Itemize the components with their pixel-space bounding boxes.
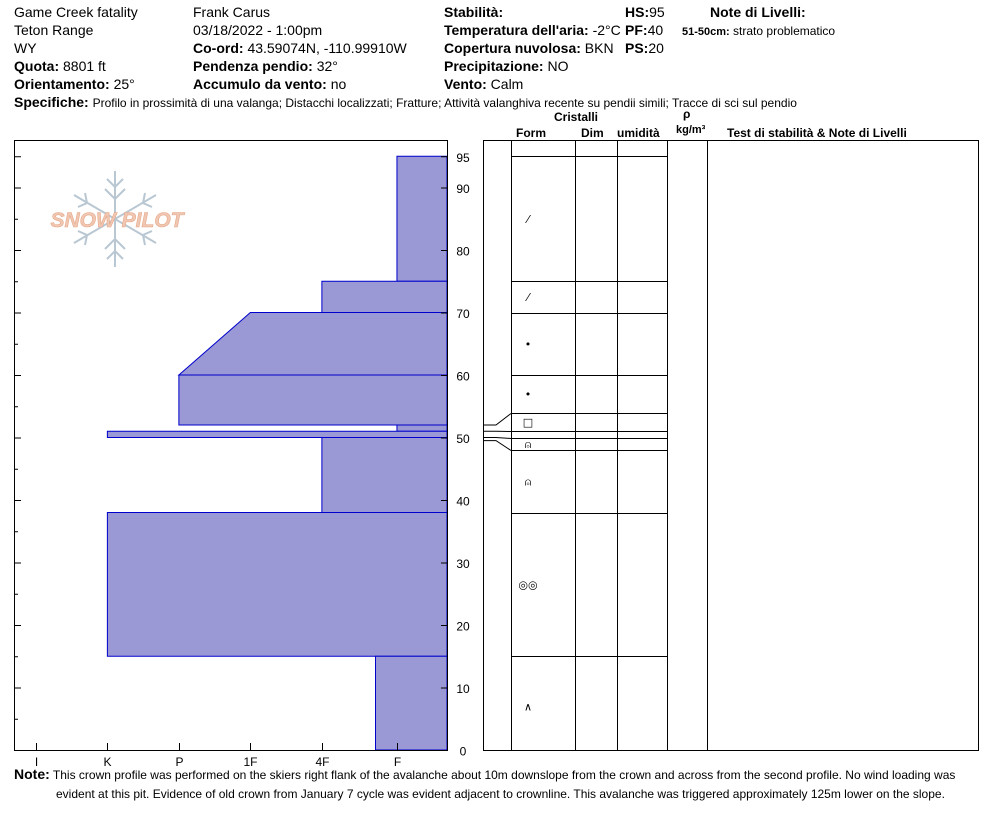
y-tick-label-70: 70 xyxy=(456,307,470,321)
crystal-form-0: ⁄ xyxy=(527,212,529,226)
col-tests: Test di stabilità & Note di Livelli xyxy=(727,126,907,140)
note-continued: evident at this pit. Evidence of old crown from January 7 cycle was evident adjacent to crownline. This avalanche was triggered approximately 125m lower on the slope. xyxy=(56,787,945,801)
ps-label: PS: xyxy=(625,40,649,56)
datetime: 03/18/2022 - 1:00pm xyxy=(193,22,323,38)
y-tick-label-80: 80 xyxy=(456,244,470,259)
hardness-layer-6 xyxy=(322,438,447,513)
wind-value: Calm xyxy=(490,76,524,92)
y-tick-label-10: 10 xyxy=(456,682,470,696)
note-line1: This crown profile was performed on the skiers right flank of the avalanche about 10m downslope from the crown and across from the second profile. No wind loading was xyxy=(52,768,956,782)
y-tick-label-95: 95 xyxy=(456,150,470,165)
pf-value: 40 xyxy=(647,22,664,38)
hardness-layer-1 xyxy=(322,281,447,312)
layer-connector-2 xyxy=(484,438,511,439)
coord-value: 43.59074N, -110.99910W xyxy=(247,40,407,56)
y-tick-label-90: 90 xyxy=(456,182,470,196)
air-temp-label: Temperatura dell'aria: xyxy=(444,22,589,38)
layer-note-depth: 51-50cm: xyxy=(682,26,730,38)
coord-label: Co-ord: xyxy=(193,40,244,56)
sky-label: Copertura nuvolosa: xyxy=(444,40,581,56)
stability-label: Stabilità: xyxy=(444,4,504,20)
y-tick-label-50: 50 xyxy=(456,432,470,446)
snowpilot-logo xyxy=(51,171,186,267)
y-tick-label-20: 20 xyxy=(456,619,470,634)
col-size: Dim xyxy=(581,126,604,140)
y-tick-label-40: 40 xyxy=(456,494,470,509)
layer-note-text: strato problematico xyxy=(733,24,836,38)
wind-loading-value: no xyxy=(330,76,347,92)
x-tick-label-I: I xyxy=(34,755,39,769)
col-form: Form xyxy=(516,126,546,140)
hardness-layer-5 xyxy=(107,431,447,437)
elevation-value: 8801 ft xyxy=(63,58,106,74)
crystal-form-5: ⍝ xyxy=(524,437,532,451)
x-tick-label-4F: 4F xyxy=(315,755,330,769)
crystal-form-3: • xyxy=(524,387,532,401)
wind-label: Vento: xyxy=(444,76,487,92)
hardness-layer-8 xyxy=(376,656,448,750)
hs-value: 95 xyxy=(649,4,665,20)
specifics-value: Profilo in prossimità di una valanga; Distacchi localizzati; Fratture; Attività valanghiva recente su pendii simili; Tracce di sci sul pendio xyxy=(92,96,797,110)
hs-label: HS: xyxy=(625,4,650,20)
state-name: WY xyxy=(14,40,37,56)
hardness-layer-2 xyxy=(179,313,447,376)
layer-table-frame xyxy=(484,141,979,751)
y-tick-label-30: 30 xyxy=(456,557,470,571)
crystal-form-6: ⍝ xyxy=(524,475,532,489)
x-tick-label-K: K xyxy=(103,755,112,769)
layer-connector-3 xyxy=(484,441,511,451)
hardness-layer-3 xyxy=(179,375,447,425)
crystal-form-7: ◎◎ xyxy=(518,578,538,592)
air-temp-value: -2°C xyxy=(592,22,621,38)
y-tick-label-0: 0 xyxy=(459,744,467,759)
logo-text: SNOW PILOT xyxy=(50,209,184,232)
hardness-layer-7 xyxy=(107,513,447,657)
y-tick-label-60: 60 xyxy=(456,369,470,384)
crystal-form-8: ∧ xyxy=(523,700,533,714)
observer: Frank Carus xyxy=(193,4,271,20)
range-name: Teton Range xyxy=(14,22,94,38)
pf-label: PF: xyxy=(625,22,648,38)
note-label: Note: xyxy=(14,766,50,782)
hardness-layer-0 xyxy=(397,156,447,281)
sky-value: BKN xyxy=(584,40,614,56)
x-tick-label-P: P xyxy=(175,755,184,769)
col-rho: ρ xyxy=(683,107,691,121)
x-tick-label-1F: 1F xyxy=(243,755,258,769)
x-tick-label-F: F xyxy=(393,755,402,769)
aspect-value: 25° xyxy=(113,76,135,92)
layer-notes-label: Note di Livelli: xyxy=(710,4,806,20)
aspect-label: Orientamento: xyxy=(14,76,110,92)
crystal-form-2: • xyxy=(524,337,532,351)
col-density-unit: kg/m³ xyxy=(676,124,706,136)
precip-value: NO xyxy=(547,58,569,74)
specifics-label: Specifiche: xyxy=(14,94,89,110)
wind-loading-label: Accumulo da vento: xyxy=(193,76,327,92)
crystal-form-4: □ xyxy=(522,415,534,429)
ps-value: 20 xyxy=(648,40,664,56)
hardness-profile xyxy=(107,156,447,750)
crystal-form-1: ⁄ xyxy=(527,290,529,304)
slope-value: 32° xyxy=(316,58,338,74)
crystal-forms xyxy=(518,213,537,714)
col-moisture: umidità xyxy=(617,126,660,140)
elevation-label: Quota: xyxy=(14,58,60,74)
note xyxy=(14,765,984,785)
slope-label: Pendenza pendio: xyxy=(193,58,313,74)
hardness-layer-4 xyxy=(397,425,447,431)
col-crystals: Cristalli xyxy=(554,110,599,124)
precip-label: Precipitazione: xyxy=(444,58,544,74)
layer-connector-0 xyxy=(484,414,511,426)
site-name: Game Creek fatality xyxy=(14,4,138,20)
